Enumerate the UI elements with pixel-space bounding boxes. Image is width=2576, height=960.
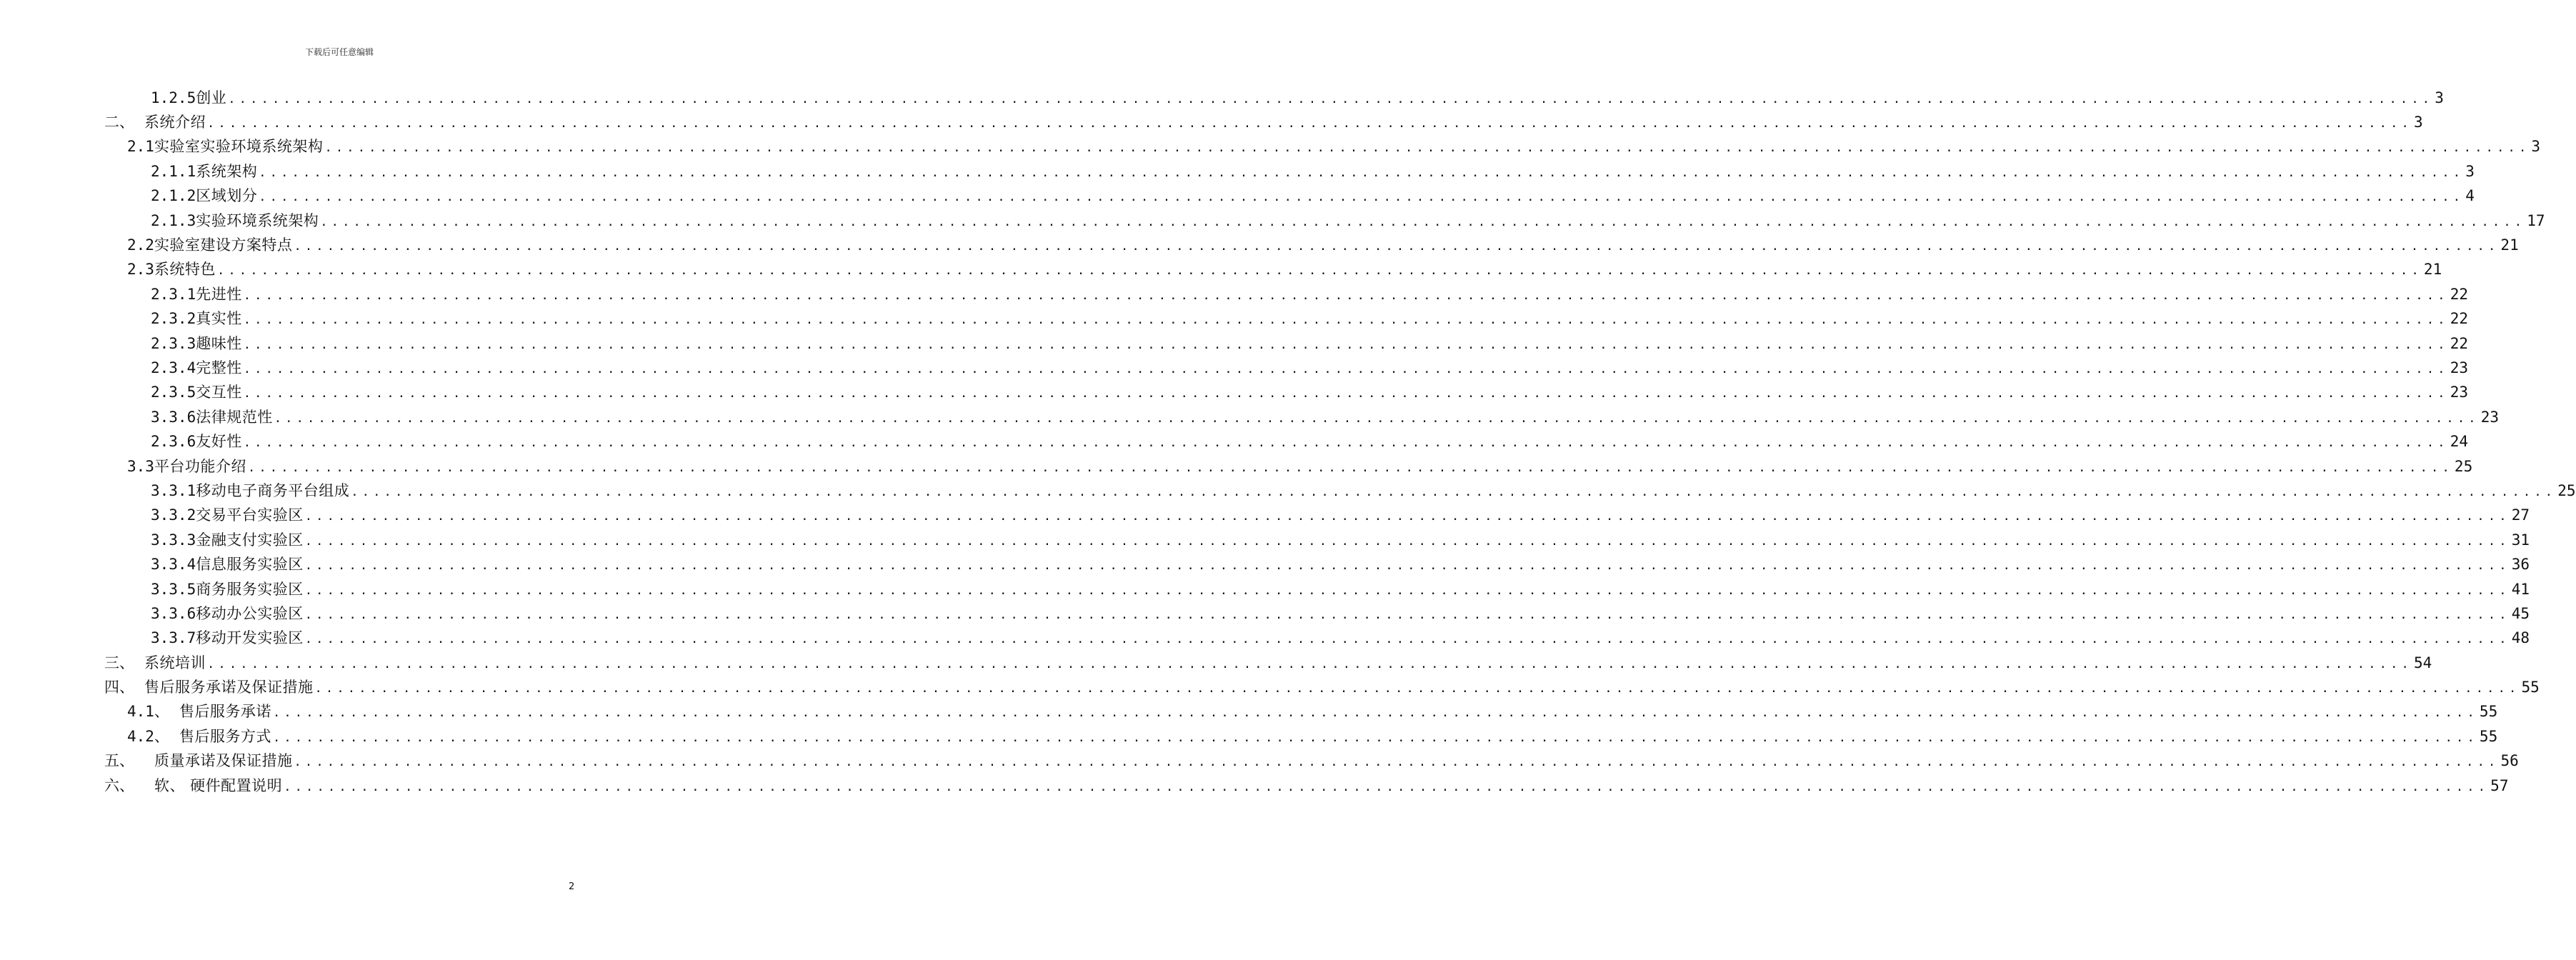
toc-entry-number: 1.2.5: [151, 89, 196, 106]
toc-dot-leader: ........................................................................................................................................................................................................: [351, 484, 2557, 499]
toc-dot-leader: ........................................................................................................................................................................................................: [272, 730, 2478, 745]
toc-entry-number: 3.3.3: [151, 531, 196, 549]
toc-entry-page: 21: [2423, 261, 2442, 279]
toc-entry[interactable]: [104, 356, 2468, 380]
toc-entry-page: 55: [2479, 703, 2498, 721]
toc-entry[interactable]: [104, 675, 2540, 699]
toc-entry-page: 23: [2480, 408, 2499, 426]
toc-entry-number: 3.3.6: [151, 408, 196, 426]
toc-entry[interactable]: [104, 258, 2442, 282]
toc-entry-number: 四、: [104, 679, 134, 696]
toc-entry-number: 4.1、: [127, 703, 169, 721]
toc-entry-page: 27: [2511, 506, 2530, 524]
toc-entry-label: [104, 115, 206, 130]
toc-dot-leader: ........................................................................................................................................................................................................: [294, 755, 2500, 770]
toc-entry-title: 趣味性: [196, 334, 242, 352]
toc-entry-number: 2.3.5: [151, 384, 196, 401]
toc-entry[interactable]: [104, 651, 2432, 675]
toc-entry-title: 移动电子商务平台组成: [196, 481, 350, 499]
toc-entry[interactable]: [104, 159, 2475, 184]
toc-entry-page: 41: [2511, 580, 2530, 598]
toc-entry-number: 4.2、: [127, 727, 169, 745]
toc-dot-leader: ........................................................................................................................................................................................................: [314, 681, 2520, 696]
toc-entry-label: [151, 311, 242, 326]
toc-entry-page: 56: [2500, 752, 2519, 770]
toc-entry-title: 真实性: [196, 310, 242, 328]
toc-entry[interactable]: [104, 577, 2530, 601]
toc-entry-title: 实验室实验环境系统架构: [154, 138, 324, 156]
toc-entry-label: [151, 385, 242, 400]
toc-entry-title: 友好性: [196, 433, 242, 451]
toc-entry[interactable]: [104, 528, 2530, 552]
toc-dot-leader: ........................................................................................................................................................................................................: [304, 583, 2510, 598]
toc-entry[interactable]: [104, 626, 2530, 651]
toc-dot-leader: ........................................................................................................................................................................................................: [272, 706, 2478, 721]
toc-entry-label: [151, 164, 257, 179]
toc-entry-number: 2.2: [127, 236, 154, 254]
toc-entry[interactable]: [104, 209, 2545, 233]
toc-entry-title: 创业: [196, 89, 227, 106]
toc-entry-page: 57: [2490, 776, 2509, 794]
toc-entry-number: 2.1.1: [151, 162, 196, 180]
toc-entry-number: 3.3: [127, 457, 154, 475]
toc-entry-number: 3.3.2: [151, 506, 196, 524]
toc-entry[interactable]: [104, 429, 2468, 454]
toc-entry-label: [151, 91, 226, 106]
toc-entry-number: 2.1.2: [151, 187, 196, 205]
toc-dot-leader: ........................................................................................................................................................................................................: [243, 386, 2449, 401]
toc-entry-label: [151, 606, 304, 621]
toc-entry[interactable]: [104, 405, 2499, 429]
toc-dot-leader: ........................................................................................................................................................................................................: [284, 779, 2490, 794]
toc-entry-page: 21: [2500, 236, 2519, 254]
toc-entry[interactable]: [104, 601, 2530, 626]
toc-dot-leader: ........................................................................................................................................................................................................: [243, 361, 2449, 376]
toc-entry-page: 3: [2465, 162, 2475, 180]
toc-entry-page: 3: [2413, 114, 2423, 131]
toc-entry-number: 2.3.4: [151, 359, 196, 376]
toc-entry[interactable]: [104, 184, 2475, 209]
toc-entry-number: 三、: [104, 654, 134, 671]
toc-dot-leader: ........................................................................................................................................................................................................: [243, 288, 2449, 303]
toc-entry-title: 平台功能介绍: [154, 457, 246, 475]
toc-entry-title: 系统特色: [154, 261, 216, 279]
toc-entry[interactable]: [104, 454, 2473, 479]
page-number: 2: [569, 881, 575, 892]
toc-entry-page: 55: [2479, 727, 2498, 745]
toc-entry-label: [151, 189, 257, 204]
toc-entry-label: [127, 139, 323, 154]
toc-entry[interactable]: [104, 381, 2468, 405]
toc-dot-leader: ........................................................................................................................................................................................................: [324, 141, 2530, 156]
toc-entry-number: 3.3.1: [151, 481, 196, 499]
toc-entry-page: 22: [2450, 285, 2468, 303]
toc-entry-number: 3.3.4: [151, 556, 196, 574]
toc-entry-label: [151, 410, 273, 425]
toc-entry-number: 3.3.5: [151, 580, 196, 598]
toc-entry[interactable]: [104, 700, 2498, 724]
toc-entry-title: 软、 硬件配置说明: [154, 776, 283, 794]
toc-entry-title: 售后服务承诺: [179, 703, 271, 721]
toc-entry-page: 24: [2450, 433, 2468, 451]
toc-dot-leader: ........................................................................................................................................................................................................: [247, 460, 2453, 475]
toc-entry-label: [151, 434, 242, 449]
toc-entry[interactable]: [104, 233, 2519, 257]
toc-entry-number: 2.3.1: [151, 285, 196, 303]
toc-dot-leader: ........................................................................................................................................................................................................: [304, 509, 2510, 524]
toc-dot-leader: ........................................................................................................................................................................................................: [274, 411, 2480, 426]
toc-entry-label: [104, 754, 293, 769]
toc-entry-label: [104, 776, 283, 794]
toc-entry[interactable]: [104, 331, 2468, 356]
toc-entry[interactable]: [104, 552, 2530, 576]
toc-entry-number: 五、: [104, 752, 134, 770]
toc-entry-title: 移动办公实验区: [196, 604, 304, 622]
toc-entry-label: [127, 704, 271, 719]
toc-entry-title: 金融支付实验区: [196, 531, 304, 549]
toc-entry-title: 先进性: [196, 285, 242, 303]
toc-entry-title: 售后服务方式: [179, 727, 271, 745]
toc-entry-label: [151, 533, 304, 548]
toc-entry-page: 22: [2450, 310, 2468, 328]
toc-dot-leader: ........................................................................................................................................................................................................: [304, 607, 2510, 622]
toc-entry-page: 54: [2413, 654, 2432, 671]
toc-entry-page: 3: [2435, 89, 2444, 106]
toc-entry-title: 区域划分: [196, 187, 258, 205]
toc-entry-title: 售后服务承诺及保证措施: [144, 679, 314, 696]
toc-entry[interactable]: [104, 724, 2498, 749]
toc-entry-label: [127, 729, 271, 744]
toc-entry-title: 质量承诺及保证措施: [154, 752, 293, 770]
toc-entry-number: 2.3.2: [151, 310, 196, 328]
toc-entry-label: [151, 336, 242, 351]
toc-entry-title: 实验环境系统架构: [196, 211, 319, 229]
toc-entry[interactable]: [104, 749, 2519, 774]
toc-entry-title: 实验室建设方案特点: [154, 236, 293, 254]
toc-entry-number: 2.3: [127, 261, 154, 279]
toc-entry-label: [127, 459, 246, 474]
toc-entry-page: 48: [2511, 629, 2530, 647]
toc-dot-leader: ........................................................................................................................................................................................................: [259, 165, 2465, 180]
toc-entry-label: [151, 508, 304, 523]
toc-dot-leader: ........................................................................................................................................................................................................: [243, 436, 2449, 451]
toc-entry[interactable]: [104, 86, 2444, 110]
toc-entry[interactable]: [104, 504, 2530, 528]
toc-entry-page: 23: [2450, 384, 2468, 401]
toc-dot-leader: ........................................................................................................................................................................................................: [228, 91, 2434, 106]
toc-entry-page: 3: [2531, 138, 2541, 156]
toc-dot-leader: ........................................................................................................................................................................................................: [320, 214, 2526, 229]
toc-dot-leader: ........................................................................................................................................................................................................: [243, 337, 2449, 352]
toc-dot-leader: ........................................................................................................................................................................................................: [216, 264, 2422, 279]
toc-entry-number: 2.3.3: [151, 334, 196, 352]
toc-entry-page: 17: [2527, 211, 2545, 229]
toc-dot-leader: ........................................................................................................................................................................................................: [304, 559, 2510, 574]
toc-entry-label: [151, 631, 304, 646]
toc-entry-title: 商务服务实验区: [196, 580, 304, 598]
toc-entry-label: [104, 656, 206, 671]
toc-entry-number: 2.3.6: [151, 433, 196, 451]
toc-dot-leader: ........................................................................................................................................................................................................: [243, 313, 2449, 328]
toc-entry-number: 2.1.3: [151, 211, 196, 229]
header-note: 下载后可任意编辑: [304, 47, 374, 57]
toc-entry[interactable]: [104, 307, 2468, 331]
toc-entry-page: 25: [2557, 481, 2576, 499]
toc-entry-page: 55: [2521, 679, 2540, 696]
toc-entry-title: 交互性: [196, 384, 242, 401]
toc-entry-label: [151, 361, 242, 376]
toc-entry-page: 23: [2450, 359, 2468, 376]
toc-entry[interactable]: [104, 110, 2423, 134]
toc-entry-label: [104, 680, 314, 695]
toc-entry-title: 法律规范性: [196, 408, 273, 426]
toc-entry-label: [151, 481, 350, 499]
toc-dot-leader: ........................................................................................................................................................................................................: [207, 116, 2412, 131]
table-of-contents: [104, 86, 2576, 798]
toc-entry-page: 22: [2450, 334, 2468, 352]
toc-entry-title: 移动开发实验区: [196, 629, 304, 647]
toc-entry-number: 3.3.7: [151, 629, 196, 647]
toc-dot-leader: ........................................................................................................................................................................................................: [294, 239, 2500, 254]
toc-entry-page: 25: [2454, 457, 2473, 475]
toc-entry-label: [151, 287, 242, 302]
toc-entry-label: [127, 262, 216, 277]
toc-dot-leader: ........................................................................................................................................................................................................: [259, 190, 2465, 205]
toc-entry-title: 系统培训: [144, 654, 206, 671]
toc-entry-title: 信息服务实验区: [196, 556, 304, 574]
toc-entry-page: 36: [2511, 556, 2530, 574]
toc-entry-label: [151, 582, 304, 597]
toc-entry[interactable]: [104, 282, 2468, 306]
toc-entry[interactable]: [104, 774, 2509, 798]
toc-entry-page: 45: [2511, 604, 2530, 622]
toc-entry[interactable]: [104, 479, 2576, 503]
toc-entry[interactable]: [104, 135, 2541, 159]
toc-entry-label: [151, 211, 319, 229]
toc-entry-page: 31: [2511, 531, 2530, 549]
toc-entry-number: 2.1: [127, 138, 154, 156]
toc-entry-label: [127, 238, 292, 253]
toc-entry-number: 3.3.6: [151, 604, 196, 622]
toc-entry-title: 完整性: [196, 359, 242, 376]
toc-entry-number: 六、: [104, 776, 134, 794]
toc-entry-page: 4: [2465, 187, 2475, 205]
toc-entry-title: 系统介绍: [144, 114, 206, 131]
toc-entry-label: [151, 557, 304, 572]
toc-dot-leader: ........................................................................................................................................................................................................: [304, 632, 2510, 647]
toc-dot-leader: ........................................................................................................................................................................................................: [207, 656, 2412, 671]
toc-entry-number: 二、: [104, 114, 134, 131]
toc-entry-title: 系统架构: [196, 162, 258, 180]
toc-entry-title: 交易平台实验区: [196, 506, 304, 524]
toc-dot-leader: ........................................................................................................................................................................................................: [304, 534, 2510, 549]
